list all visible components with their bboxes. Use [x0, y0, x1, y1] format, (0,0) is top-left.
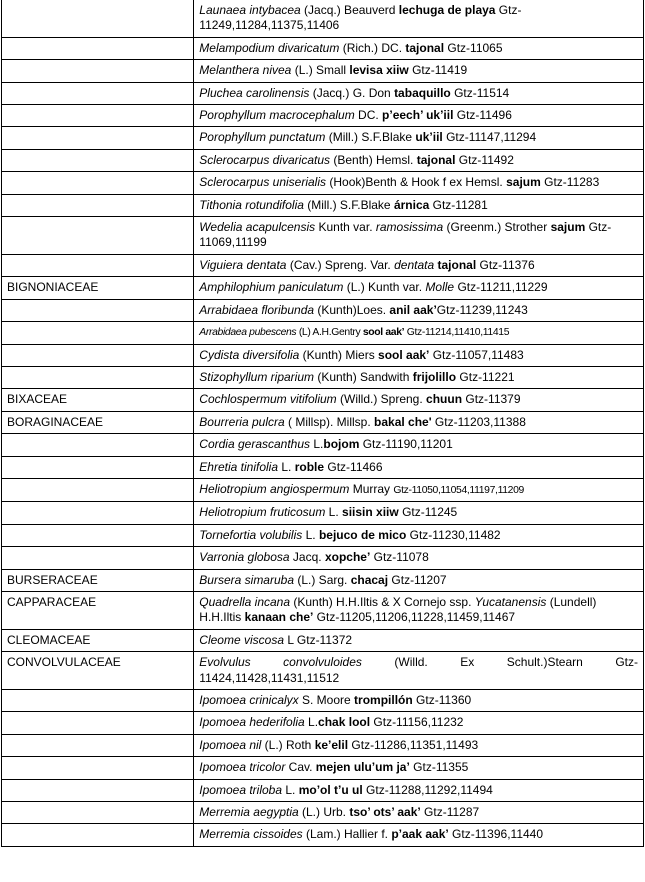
text-segment: DC. [354, 108, 383, 123]
table-row [2, 254, 644, 276]
family-cell: CLEOMACEAE [2, 629, 194, 651]
text-segment: (Lundell) H.H.Iltis [199, 594, 597, 625]
collection-numbers: Gtz-11050,11054,11197,11209 [393, 484, 524, 496]
common-name: trompillón [354, 693, 413, 707]
species-cell [194, 591, 644, 629]
family-cell [2, 824, 194, 846]
table-row [2, 82, 644, 104]
text-segment: (Mill.) S.F.Blake [325, 130, 416, 145]
text-segment: (Jacq.) Beauverd [300, 3, 399, 17]
text-segment: Gtz-11147,11294 [442, 130, 537, 145]
family-cell: BORAGINACEAE [2, 411, 194, 433]
species-cell [194, 37, 644, 59]
text-segment: Gtz-11069,11199 [199, 220, 612, 250]
text-segment: Gtz-11245 [398, 505, 458, 520]
taxon-name: Cordia gerascanthus [199, 437, 311, 452]
family-cell [2, 217, 194, 255]
family-cell: CAPPARACEAE [2, 591, 194, 629]
text-segment: Gtz-11281 [429, 197, 488, 212]
taxon-name: Quadrella incana [199, 594, 291, 609]
species-cell [194, 652, 644, 690]
species-cell [194, 779, 644, 801]
taxon-name: Tornefortia volubilis [199, 527, 303, 542]
taxon-name: Ipomoea crinicalyx [199, 693, 299, 707]
text-segment: (Kunth)Loes. [314, 302, 390, 317]
common-name: bojom [323, 437, 360, 452]
text-segment: (Willd. Ex Schult.)Stearn Gtz- [361, 655, 638, 670]
text-segment: Gtz-11057,11483 [429, 347, 524, 362]
species-cell [194, 299, 644, 321]
text-segment: L Gtz-11372 [284, 632, 353, 647]
taxon-name: Wedelia acapulcensis [199, 220, 316, 235]
common-name: xopche’ [324, 550, 371, 565]
common-name: uk’iil [415, 130, 443, 145]
taxon-name: Ipomoea hederifolia [199, 715, 305, 730]
text-segment: L. [304, 715, 319, 730]
table-row [2, 629, 644, 651]
common-name: árnica [393, 197, 430, 212]
taxon-name: Sclerocarpus uniserialis [199, 175, 327, 190]
species-cell [194, 502, 644, 524]
table-row [2, 194, 644, 216]
common-name: tabaquillo [394, 85, 451, 100]
table-row [2, 322, 644, 344]
species-cell [194, 389, 644, 411]
text-segment: (Rich.) DC. [339, 40, 406, 55]
species-cell [194, 105, 644, 127]
text-segment: (Greenm.) Strother [443, 220, 551, 235]
table-row [2, 569, 644, 591]
species-cell [194, 411, 644, 433]
species-cell [194, 734, 644, 756]
family-cell [2, 802, 194, 824]
taxon-name: Ipomoea tricolor [199, 760, 286, 775]
text-segment: (Kunth) Sandwith [314, 369, 413, 384]
common-name: tajonal [405, 40, 445, 55]
taxon-name: Melampodium divaricatum [199, 40, 340, 55]
common-name: frijolillo [412, 369, 457, 384]
text-segment: (Mill.) S.F.Blake [303, 197, 394, 212]
table-row [2, 779, 644, 801]
text-segment: Gtz-11205,11206,11228,11459,11467 [313, 610, 516, 625]
taxon-name: Arrabidaea floribunda [199, 302, 315, 317]
table-row [2, 344, 644, 366]
family-cell [2, 547, 194, 569]
family-cell [2, 172, 194, 194]
text-segment: Gtz-11221 [456, 369, 515, 384]
table-row [2, 389, 644, 411]
text-segment: L. [302, 527, 319, 542]
family-cell [2, 366, 194, 388]
common-name: kanaan che’ [244, 610, 314, 625]
family-cell [2, 478, 194, 501]
common-name: roble [294, 459, 325, 474]
text-segment: (Willd.) Spreng. [336, 392, 427, 407]
species-cell [194, 322, 644, 344]
table-row [2, 652, 644, 690]
table-row [2, 547, 644, 569]
species-cell [194, 254, 644, 276]
common-name: ke’elil [314, 737, 349, 752]
taxon-name: Evolvulus convolvuloides [199, 655, 362, 670]
table-row [2, 127, 644, 149]
text-segment: Kunth var. [315, 220, 376, 235]
common-name: levisa xiiw [349, 63, 409, 78]
text-segment: L. [325, 505, 343, 520]
taxon-name: Porophyllum macrocephalum [199, 108, 355, 123]
taxon-name: Sclerocarpus divaricatus [199, 152, 331, 167]
text-segment: L. [310, 437, 324, 452]
text-segment: Gtz-11514 [450, 85, 510, 100]
species-cell [194, 60, 644, 82]
species-cell [194, 194, 644, 216]
table-row [2, 690, 644, 712]
family-cell: BURSERACEAE [2, 569, 194, 591]
text-segment: (L.) Roth [261, 737, 315, 752]
taxon-name: Tithonia rotundifolia [199, 197, 304, 212]
common-name: chak lool [318, 715, 371, 730]
taxon-name: Stizophyllum riparium [199, 369, 314, 384]
common-name: p’eech’ uk’iil [382, 108, 454, 123]
text-segment: L. [278, 459, 295, 474]
common-name: chuun [426, 392, 463, 407]
family-cell [2, 344, 194, 366]
species-table-body [2, 0, 644, 846]
text-segment: Gtz-11283 [540, 175, 600, 190]
table-row [2, 802, 644, 824]
taxon-name: Arrabidaea pubescens [199, 327, 297, 339]
table-row [2, 824, 644, 846]
text-segment: (L.) Urb. [298, 805, 350, 820]
text-segment: Gtz-11379 [462, 392, 521, 407]
table-row [2, 60, 644, 82]
collection-numbers: 11424,11428,11431,11512 [199, 670, 340, 685]
family-cell [2, 37, 194, 59]
species-cell [194, 629, 644, 651]
species-cell [194, 690, 644, 712]
family-cell: BIGNONIACEAE [2, 277, 194, 299]
species-cell [194, 478, 644, 501]
common-name: siisin xiiw [342, 505, 399, 520]
taxon-name: Merremia aegyptia [199, 805, 299, 820]
text-segment: Gtz-11249,11284,11375,11406 [199, 3, 522, 33]
species-cell [194, 547, 644, 569]
family-cell [2, 524, 194, 546]
text-segment: (Hook)Benth & Hook f ex Hemsl. [326, 175, 507, 190]
family-cell [2, 502, 194, 524]
species-cell [194, 456, 644, 478]
species-table [1, 0, 644, 847]
family-cell [2, 254, 194, 276]
table-row [2, 591, 644, 629]
text-segment: Gtz-11211,11229 [454, 280, 548, 295]
common-name: bakal che' [374, 414, 432, 429]
family-cell [2, 0, 194, 37]
common-name: sajum [550, 220, 586, 235]
text-segment: (Kunth) Miers [299, 347, 379, 362]
text-segment: Murray [349, 481, 394, 496]
family-cell [2, 105, 194, 127]
taxon-name: Cleome viscosa [199, 632, 284, 647]
common-name: anil aak’ [389, 302, 437, 317]
taxon-name: dentata [394, 257, 435, 272]
family-cell [2, 779, 194, 801]
text-segment: (L) A.H.Gentry [296, 327, 363, 339]
family-cell: BIXACEAE [2, 389, 194, 411]
family-cell [2, 434, 194, 456]
species-cell [194, 217, 644, 255]
taxon-name: Yucatanensis [474, 594, 547, 609]
table-row [2, 217, 644, 255]
common-name: mo’ol t’u ul [298, 782, 363, 797]
common-name: p’aak aak’ [391, 827, 449, 842]
common-name: sool aak’ [378, 347, 430, 362]
species-cell [194, 127, 644, 149]
family-cell [2, 127, 194, 149]
family-cell [2, 322, 194, 344]
text-segment: (L.) Small [291, 63, 350, 78]
text-segment: (L.) Kunth var. [343, 280, 426, 295]
text-segment: L. [282, 782, 299, 797]
text-segment: Gtz-11355 [409, 760, 469, 775]
taxon-name: Molle [425, 280, 455, 295]
table-row [2, 366, 644, 388]
species-cell [194, 757, 644, 779]
species-cell [194, 366, 644, 388]
text-segment: (Jacq.) G. Don [309, 85, 395, 100]
text-segment: Gtz-11376 [476, 257, 535, 272]
text-segment: Gtz-11156,11232 [370, 715, 464, 730]
table-row [2, 149, 644, 171]
text-segment: Gtz-11207 [388, 572, 447, 587]
common-name: sool aak’ [362, 327, 405, 339]
text-segment: Gtz-11065 [444, 40, 503, 55]
text-segment: Gtz-11419 [408, 63, 468, 78]
taxon-name: Porophyllum punctatum [199, 130, 326, 145]
common-name: bejuco de mico [318, 527, 407, 542]
taxon-name: Cochlospermum vitifolium [199, 392, 337, 407]
taxon-name: Varronia globosa [199, 550, 290, 565]
taxon-name: Melanthera nivea [199, 63, 292, 78]
text-segment: Gtz-11203,11388 [431, 414, 526, 429]
text-segment: Gtz-11360 [412, 693, 472, 707]
family-cell [2, 82, 194, 104]
text-segment: Gtz-11466 [324, 459, 383, 474]
text-segment: Gtz-11288,11292,11494 [362, 782, 493, 797]
family-cell [2, 757, 194, 779]
table-row [2, 478, 644, 501]
taxon-name: Pluchea carolinensis [199, 85, 310, 100]
species-cell [194, 82, 644, 104]
species-cell [194, 434, 644, 456]
common-name: tso’ ots’ aak’ [349, 805, 421, 820]
taxon-name: Heliotropium fruticosum [199, 505, 326, 520]
text-segment: (Benth) Hemsl. [330, 152, 417, 167]
text-segment: Gtz-11496 [453, 108, 512, 123]
taxon-name: Ipomoea nil [199, 737, 262, 752]
species-cell [194, 802, 644, 824]
common-name: chacaj [350, 572, 389, 587]
family-cell [2, 734, 194, 756]
table-row [2, 734, 644, 756]
common-name: tajonal [437, 257, 477, 272]
common-name: sajum [506, 175, 541, 190]
species-cell [194, 569, 644, 591]
family-cell [2, 456, 194, 478]
text-segment: Cav. [285, 760, 316, 775]
common-name: mejen ulu’um ja’ [315, 760, 410, 775]
table-row [2, 172, 644, 194]
family-cell [2, 690, 194, 712]
species-cell [194, 149, 644, 171]
family-cell [2, 712, 194, 734]
table-row [2, 105, 644, 127]
species-cell [194, 0, 644, 37]
taxon-name: Merremia cissoides [199, 827, 303, 842]
taxon-name: Ipomoea triloba [199, 782, 283, 797]
table-row [2, 757, 644, 779]
text-segment: S. Moore [298, 693, 355, 707]
text-segment: Gtz-11190,11201 [359, 437, 453, 452]
family-cell [2, 149, 194, 171]
table-row [2, 0, 644, 37]
text-segment: Gtz-11396,11440 [448, 827, 544, 842]
text-segment: Gtz-11214,11410,11415 [404, 327, 510, 339]
table-row [2, 456, 644, 478]
species-cell [194, 824, 644, 846]
text-segment: Gtz-11230,11482 [406, 527, 501, 542]
family-cell [2, 194, 194, 216]
common-name: lechuga de playa [398, 3, 496, 17]
text-segment: (L.) Sarg. [294, 572, 351, 587]
taxon-name: Bursera simaruba [199, 572, 295, 587]
table-row [2, 712, 644, 734]
taxon-name: ramosissima [375, 220, 444, 235]
text-segment: ( Millsp). Millsp. [284, 414, 375, 429]
taxon-name: Cydista diversifolia [199, 347, 300, 362]
taxon-name: Amphilophium paniculatum [199, 280, 344, 295]
table-row [2, 524, 644, 546]
taxon-name: Bourreria pulcra [199, 414, 285, 429]
taxon-name: Heliotropium angiospermum [199, 481, 350, 496]
text-segment: Gtz-11078 [370, 550, 429, 565]
text-segment: Gtz-11286,11351,11493 [348, 737, 479, 752]
species-cell [194, 344, 644, 366]
text-segment: (Cav.) Spreng. Var. [286, 257, 395, 272]
table-row [2, 299, 644, 321]
text-segment: (Lam.) Hallier f. [302, 827, 392, 842]
species-cell [194, 277, 644, 299]
table-row [2, 277, 644, 299]
species-cell [194, 172, 644, 194]
taxon-name: Ehretia tinifolia [199, 459, 279, 474]
species-cell [194, 524, 644, 546]
text-segment: Gtz-11287 [420, 805, 480, 820]
species-cell [194, 712, 644, 734]
text-segment: (Kunth) H.H.Iltis & X Cornejo ssp. [290, 594, 475, 609]
table-row [2, 502, 644, 524]
text-segment: Gtz-11492 [455, 152, 514, 167]
family-cell [2, 60, 194, 82]
taxon-name: Launaea intybacea [199, 3, 301, 17]
table-row [2, 411, 644, 433]
common-name: tajonal [416, 152, 456, 167]
text-segment: Jacq. [289, 550, 325, 565]
table-row [2, 434, 644, 456]
family-cell: CONVOLVULACEAE [2, 652, 194, 690]
table-row [2, 37, 644, 59]
family-cell [2, 299, 194, 321]
taxon-name: Viguiera dentata [199, 257, 287, 272]
text-segment: Gtz-11239,11243 [436, 302, 528, 317]
